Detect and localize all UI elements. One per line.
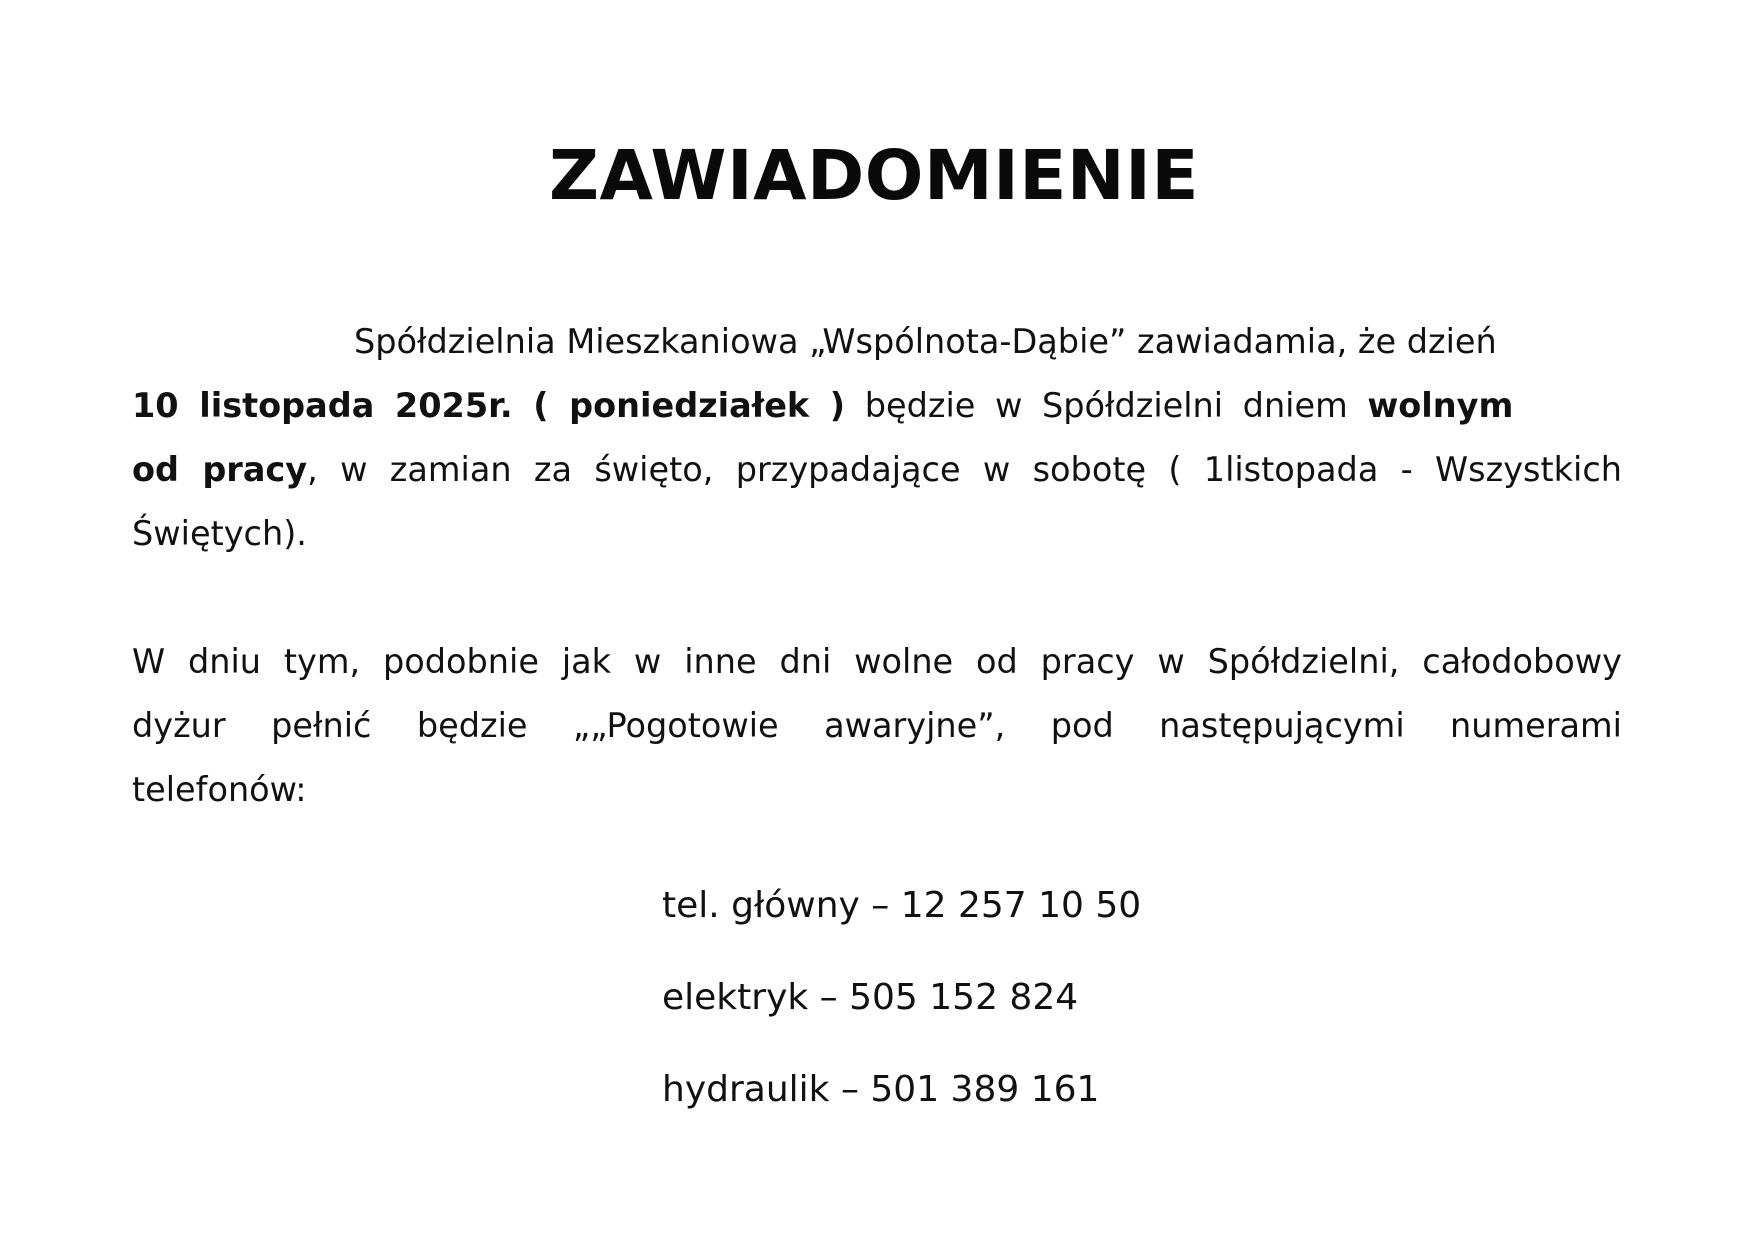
phone-main: tel. główny – 12 257 10 50	[662, 885, 1142, 926]
notice-title: ZAWIADOMIENIE	[549, 136, 1199, 216]
paragraph-line: dyżur pełnić będzie „„Pogotowie awaryjne”, pod następującymi numerami	[132, 706, 1622, 745]
day-off-label: wolnym	[1367, 386, 1514, 425]
phone-list	[662, 880, 1141, 1156]
paragraph-text: będzie w Spółdzielni dniem	[864, 386, 1348, 425]
paragraph-text: , w zamian za święto, przypadające w sobotę ( 1listopada - Wszystkich	[307, 450, 1622, 489]
day-off-label-cont: od pracy	[132, 450, 308, 489]
paragraph-line: Świętych).	[132, 514, 307, 553]
paragraph-line	[132, 374, 1622, 438]
paragraph-line	[132, 438, 1622, 502]
paragraph-line: telefonów:	[132, 770, 307, 809]
announcement-paragraph	[132, 310, 1622, 566]
phone-electrician: elektryk – 505 152 824	[662, 977, 1079, 1018]
emergency-paragraph	[132, 630, 1622, 822]
paragraph-line: W dniu tym, podobnie jak w inne dni wolne od pracy w Spółdzielni, całodobowy	[132, 642, 1622, 681]
holiday-date: 10 listopada 2025r. ( poniedziałek )	[132, 386, 846, 425]
phone-plumber: hydraulik – 501 389 161	[662, 1069, 1100, 1110]
paragraph-line: Spółdzielnia Mieszkaniowa „Wspólnota-Dąbie” zawiadamia, że dzień	[354, 322, 1497, 361]
